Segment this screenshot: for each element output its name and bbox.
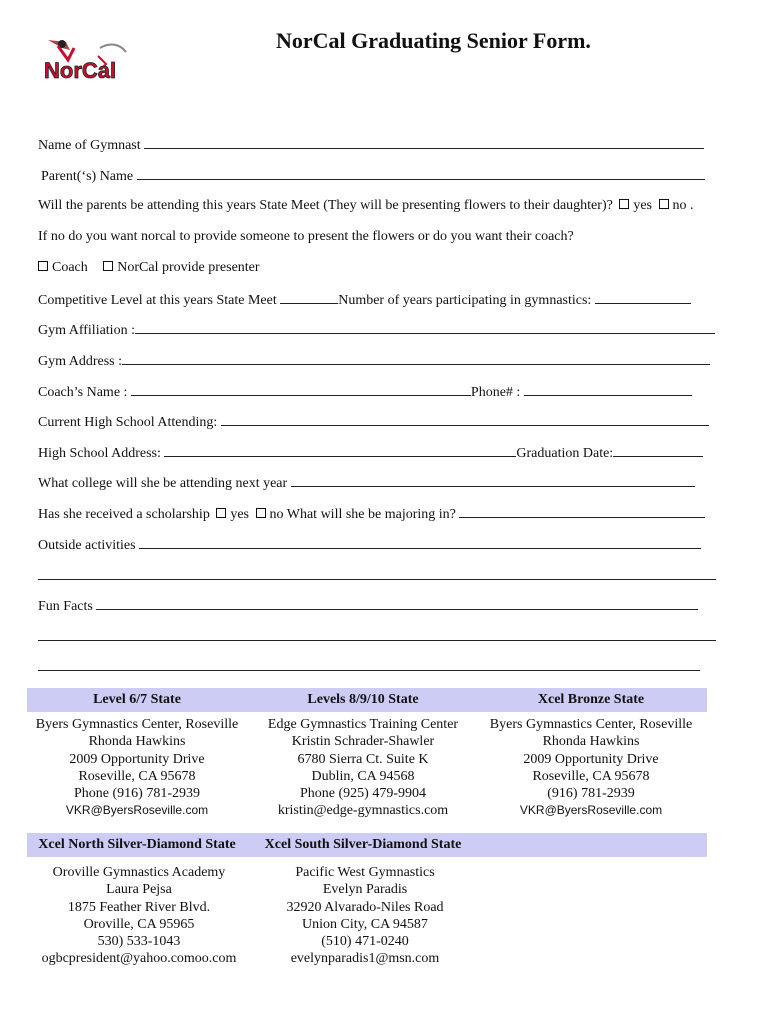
major-field[interactable]	[459, 504, 705, 518]
gym-affiliation-label: Gym Affiliation :	[38, 323, 135, 338]
level-label: Competitive Level at this years State Meet	[38, 293, 277, 308]
gym-affiliation-field[interactable]	[135, 320, 715, 334]
gymnast-name-field[interactable]	[144, 135, 704, 149]
phone-field[interactable]	[524, 382, 692, 396]
gym-address-field[interactable]	[122, 351, 710, 365]
contact-gym: Edge Gymnastics Training Center	[267, 717, 459, 732]
level-row	[38, 290, 691, 310]
contact-xcel-south	[286, 864, 443, 968]
contact-person: Kristin Schrader-Shawler	[291, 734, 435, 750]
parent-name-label: Parent(‘s) Name	[41, 169, 134, 184]
contact-street: 2009 Opportunity Drive	[523, 751, 659, 767]
phone-label: Phone# :	[470, 385, 521, 400]
years-field[interactable]	[595, 290, 691, 304]
high-school-address-field[interactable]	[164, 443, 516, 457]
norcal-presenter-checkbox[interactable]	[103, 261, 113, 271]
gym-affiliation-row	[38, 320, 715, 340]
contact-gym: Pacific West Gymnastics	[295, 865, 435, 880]
coach-option-label: Coach	[52, 260, 88, 275]
scholarship-no-label: no What will she be majoring in?	[269, 507, 456, 522]
contact-street: 6780 Sierra Ct. Suite K	[297, 751, 429, 767]
contact-gym: Oroville Gymnastics Academy	[52, 865, 226, 880]
contact-city: Oroville, CA 95965	[83, 916, 195, 932]
contact-level-6-7	[36, 716, 238, 820]
high-school-field[interactable]	[221, 412, 709, 426]
fun-facts-extra-line-2[interactable]	[38, 669, 700, 671]
fun-facts-row	[38, 596, 698, 616]
level-field[interactable]	[280, 290, 338, 304]
high-school-address-label: High School Address:	[38, 446, 161, 461]
contact-email[interactable]: evelynparadis1@msn.com	[290, 951, 440, 967]
contact-person: Laura Pejsa	[106, 882, 172, 898]
coach-name-label: Coach’s Name :	[38, 385, 128, 400]
contact-email[interactable]: VKR@ByersRoseville.com	[519, 803, 663, 818]
fun-facts-field[interactable]	[96, 596, 698, 610]
contact-city: Roseville, CA 95678	[532, 768, 650, 784]
norcal-logo-graphic	[40, 34, 136, 84]
contact-person: Rhonda Hawkins	[88, 734, 186, 750]
contact-email[interactable]: VKR@ByersRoseville.com	[65, 803, 209, 818]
contact-person: Evelyn Paradis	[322, 882, 408, 898]
attend-no-checkbox[interactable]	[659, 199, 669, 209]
level-6-7-header: Level 6/7 State	[93, 692, 181, 707]
contact-street: 1875 Feather River Blvd.	[67, 899, 211, 915]
graduation-date-label: Graduation Date:	[516, 446, 614, 461]
norcal-option-label: NorCal provide presenter	[117, 260, 260, 275]
scholarship-no-checkbox[interactable]	[256, 508, 266, 518]
xcel-north-header: Xcel North Silver-Diamond State	[38, 837, 236, 852]
scholarship-yes-label: yes	[230, 507, 249, 522]
gym-address-row	[38, 351, 710, 371]
fun-facts-extra-line-1[interactable]	[38, 639, 716, 641]
contact-gym: Byers Gymnastics Center, Roseville	[489, 717, 693, 732]
years-label: Number of years participating in gymnastics:	[338, 293, 592, 308]
attend-question: Will the parents be attending this years State Meet (They will be presenting flowers to their daughter)?	[38, 198, 613, 213]
attend-no-label: no .	[672, 198, 694, 213]
college-label: What college will she be attending next year	[38, 476, 288, 491]
xcel-south-header: Xcel South Silver-Diamond State	[264, 837, 462, 852]
parent-name-field[interactable]	[137, 166, 705, 180]
graduation-date-field[interactable]	[613, 443, 703, 457]
contact-person: Rhonda Hawkins	[542, 734, 640, 750]
attend-row	[38, 197, 694, 215]
gymnast-name-row	[38, 135, 704, 155]
scholarship-yes-checkbox[interactable]	[216, 508, 226, 518]
present-question: If no do you want norcal to provide someone to present the flowers or do you want their coach?	[38, 229, 574, 244]
parent-name-row	[41, 166, 705, 186]
outside-activities-row	[38, 535, 701, 555]
coach-checkbox[interactable]	[38, 261, 48, 271]
fun-facts-label: Fun Facts	[38, 599, 93, 614]
contact-gym: Byers Gymnastics Center, Roseville	[35, 717, 239, 732]
contact-xcel-north	[42, 864, 237, 968]
gym-address-label: Gym Address :	[38, 354, 122, 369]
contact-phone: 530) 533-1043	[97, 934, 181, 950]
contact-xcel-bronze	[490, 716, 692, 820]
contact-email[interactable]: ogbcpresident@yahoo.comoo.com	[41, 951, 237, 967]
contact-phone: (916) 781-2939	[547, 786, 635, 802]
attend-yes-checkbox[interactable]	[619, 199, 629, 209]
college-field[interactable]	[291, 473, 695, 487]
contact-street: 2009 Opportunity Drive	[69, 751, 205, 767]
high-school-label: Current High School Attending:	[38, 415, 218, 430]
coach-name-field[interactable]	[131, 382, 471, 396]
high-school-row	[38, 412, 709, 432]
contact-levels-8-9-10	[268, 716, 458, 820]
presenter-row	[38, 259, 260, 277]
contact-city: Union City, CA 94587	[302, 916, 428, 932]
norcal-logo	[40, 34, 136, 84]
scholarship-label: Has she received a scholarship	[38, 507, 210, 522]
college-row	[38, 473, 695, 493]
outside-activities-extra-line[interactable]	[38, 578, 716, 580]
contact-street: 32920 Alvarado-Niles Road	[286, 899, 444, 915]
outside-activities-field[interactable]	[139, 535, 701, 549]
page-title: NorCal Graduating Senior Form.	[276, 28, 591, 53]
high-school-address-row	[38, 443, 703, 463]
coach-name-row	[38, 382, 692, 402]
contact-phone: Phone (925) 479-9904	[300, 786, 426, 802]
contact-phone: Phone (916) 781-2939	[74, 786, 200, 802]
contact-city: Dublin, CA 94568	[311, 768, 415, 784]
attend-yes-label: yes	[633, 198, 652, 213]
scholarship-row	[38, 504, 705, 524]
contact-phone: (510) 471-0240	[321, 934, 409, 950]
levels-8-9-10-header: Levels 8/9/10 State	[307, 692, 419, 707]
logo-text: NorCal	[44, 58, 117, 83]
outside-activities-label: Outside activities	[38, 538, 136, 553]
contact-email[interactable]: kristin@edge-gymnastics.com	[277, 803, 449, 819]
gymnast-name-label: Name of Gymnast	[38, 138, 141, 153]
xcel-bronze-header: Xcel Bronze State	[537, 692, 645, 707]
contact-city: Roseville, CA 95678	[78, 768, 196, 784]
